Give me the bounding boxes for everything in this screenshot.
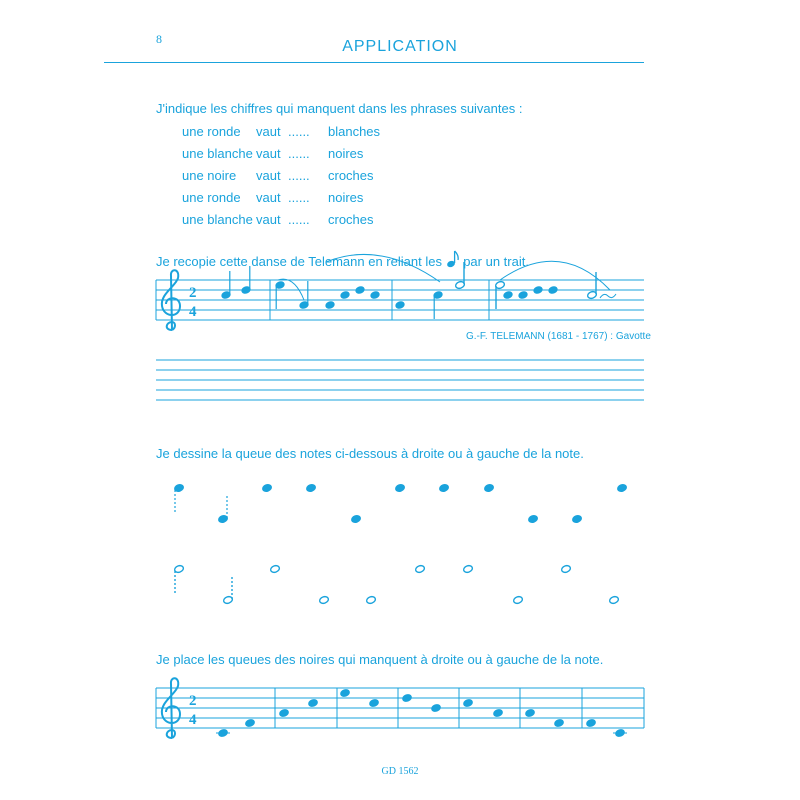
row-verb: vaut [256,190,281,205]
telemann-half-notes [455,262,598,309]
row-object: noires [328,190,364,205]
row-subject: une ronde [182,190,241,205]
exercise1-instruction: J'indique les chiffres qui manquent dans les phrases suivantes : [156,101,523,116]
composer-credit: G.-F. TELEMANN (1681 - 1767) : Gavotte [466,331,651,342]
instruction-text-after: par un trait. [463,254,529,269]
row-subject: une blanche [182,146,253,161]
page-title: APPLICATION [342,38,458,55]
bottom-staff [156,688,644,728]
exercise3-row1-notes [174,483,628,523]
row-blank[interactable]: ...... [288,168,310,183]
row-object: croches [328,212,374,227]
row-verb: vaut [256,124,281,139]
telemann-slurs [278,254,616,300]
row-verb: vaut [256,212,281,227]
row-subject: une ronde [182,124,241,139]
row-blank[interactable]: ...... [288,190,310,205]
row-blank[interactable]: ...... [288,146,310,161]
row-verb: vaut [256,168,281,183]
exercise3-row2-notes [174,564,620,604]
copy-staff [156,360,644,400]
page-footer: GD 1562 [381,766,419,777]
row-object: noires [328,146,364,161]
exercise4-notes [216,688,627,737]
row-subject: une noire [182,168,237,183]
instruction-text-before: Je recopie cette danse de Telemann en reliant les [156,254,442,269]
page-number: 8 [156,32,162,46]
time-signature-bottom: 4 [189,712,197,728]
time-signature-top: 2 [189,693,197,709]
row-blank[interactable]: ...... [288,124,310,139]
time-signature-top: 2 [189,285,197,301]
telemann-melody [221,266,558,319]
row-object: croches [328,168,374,183]
exercise3-instruction: Je dessine la queue des notes ci-dessous à droite ou à gauche de la note. [156,446,584,461]
row-blank[interactable]: ...... [288,212,310,227]
row-subject: une blanche [182,212,253,227]
row-verb: vaut [256,146,281,161]
exercise4-instruction: Je place les queues des noires qui manquent à droite ou à gauche de la note. [156,652,604,667]
time-signature-bottom: 4 [189,304,197,320]
row-object: blanches [328,124,381,139]
